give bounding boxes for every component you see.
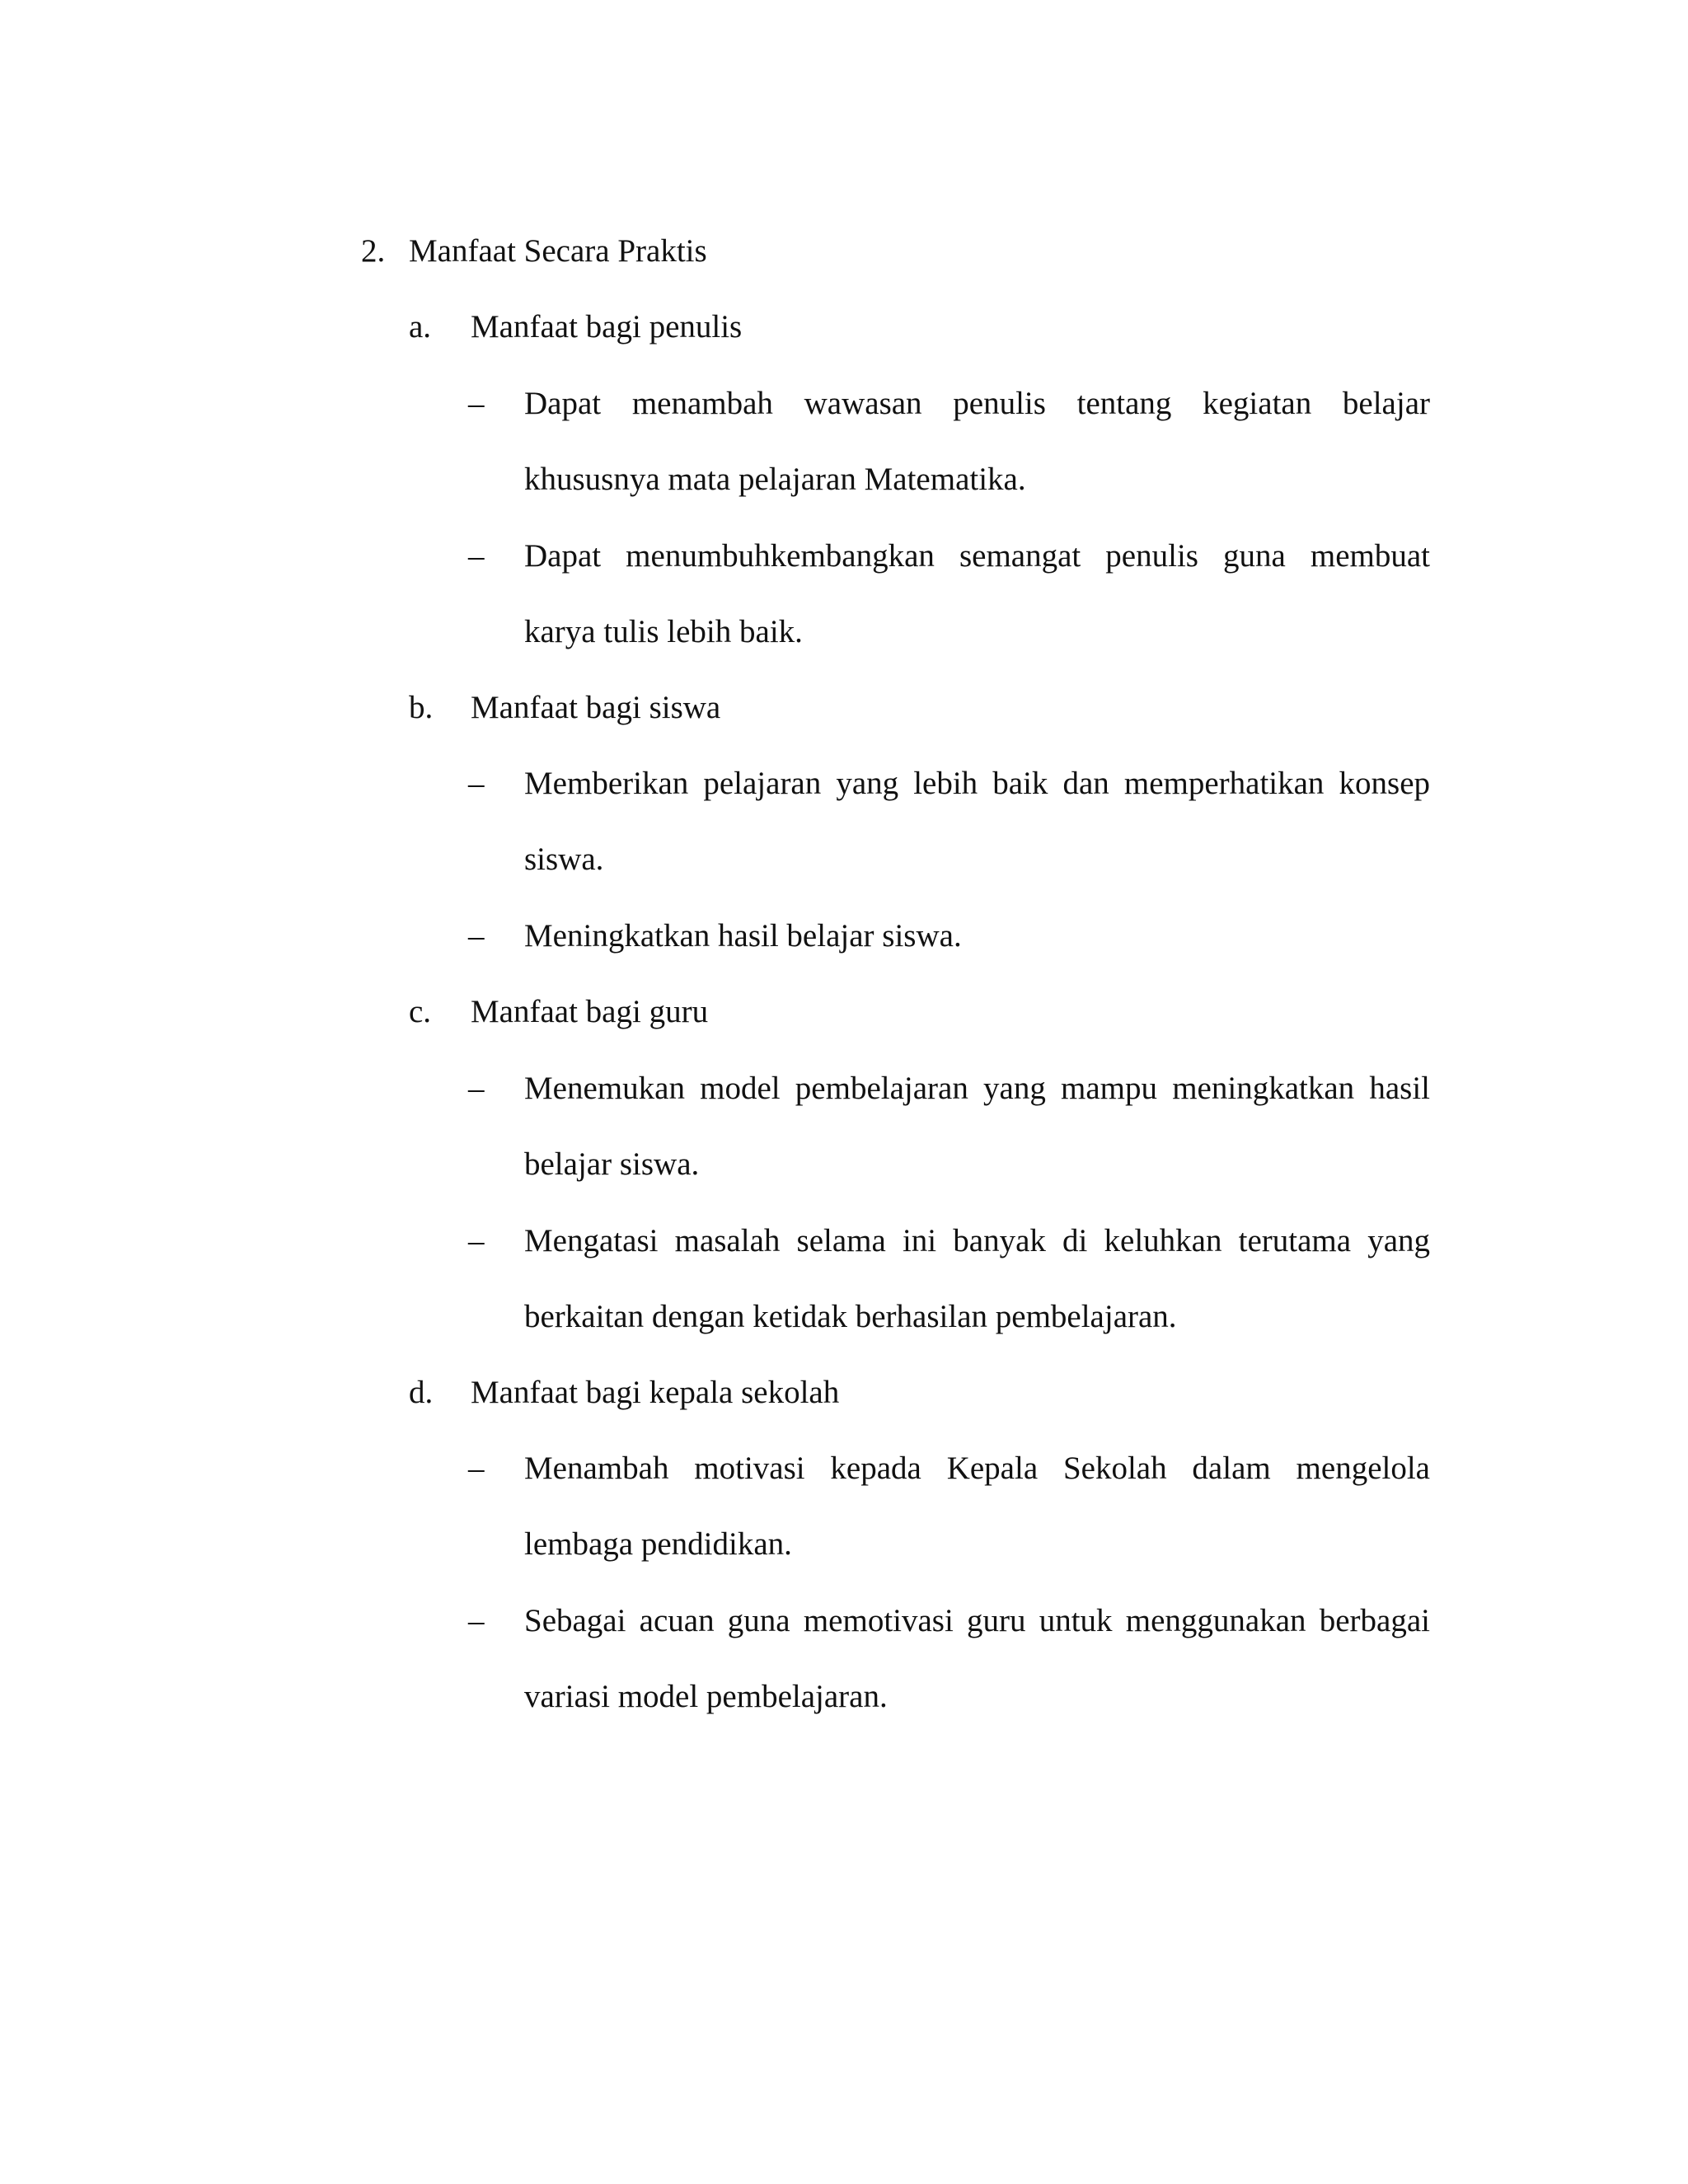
- subsection-letter-b: b.: [409, 690, 434, 725]
- bullet-dash: –: [468, 386, 485, 421]
- bullet-text-line: berkaitan dengan ketidak berhasilan pembelajaran.: [524, 1299, 1177, 1334]
- subsection-title-c: Manfaat bagi guru: [471, 994, 709, 1029]
- bullet-text-line: Sebagai acuan guna memotivasi guru untuk menggunakan berbagai: [524, 1603, 1430, 1638]
- subsection-letter-c: c.: [409, 994, 432, 1029]
- bullet-text-line: lembaga pendidikan.: [524, 1526, 792, 1562]
- bullet-text-line: variasi model pembelajaran.: [524, 1679, 888, 1714]
- bullet-text-line: Menemukan model pembelajaran yang mampu meningkatkan hasil: [524, 1071, 1430, 1106]
- bullet-dash: –: [468, 1071, 485, 1106]
- bullet-text-line: siswa.: [524, 841, 604, 877]
- bullet-dash: –: [468, 1223, 485, 1258]
- bullet-text-line: Memberikan pelajaran yang lebih baik dan memperhatikan konsep: [524, 766, 1430, 801]
- bullet-text-line: Dapat menambah wawasan penulis tentang kegiatan belajar: [524, 386, 1430, 421]
- bullet-text-line: karya tulis lebih baik.: [524, 614, 803, 649]
- bullet-dash: –: [468, 538, 485, 574]
- bullet-text-line: khususnya mata pelajaran Matematika.: [524, 462, 1026, 497]
- section-title: Manfaat Secara Praktis: [409, 233, 707, 269]
- subsection-title-d: Manfaat bagi kepala sekolah: [471, 1375, 840, 1410]
- bullet-dash: –: [468, 1451, 485, 1486]
- bullet-dash: –: [468, 918, 485, 954]
- subsection-letter-d: d.: [409, 1375, 434, 1410]
- subsection-title-b: Manfaat bagi siswa: [471, 690, 721, 725]
- bullet-text-line: Meningkatkan hasil belajar siswa.: [524, 918, 962, 954]
- subsection-letter-a: a.: [409, 309, 432, 344]
- bullet-text-line: Mengatasi masalah selama ini banyak di keluhkan terutama yang: [524, 1223, 1430, 1258]
- section-number: 2.: [361, 233, 386, 269]
- bullet-text-line: belajar siswa.: [524, 1146, 700, 1182]
- subsection-title-a: Manfaat bagi penulis: [471, 309, 743, 344]
- bullet-dash: –: [468, 766, 485, 801]
- bullet-text-line: Dapat menumbuhkembangkan semangat penulis guna membuat: [524, 538, 1430, 574]
- bullet-text-line: Menambah motivasi kepada Kepala Sekolah dalam mengelola: [524, 1451, 1430, 1486]
- bullet-dash: –: [468, 1603, 485, 1638]
